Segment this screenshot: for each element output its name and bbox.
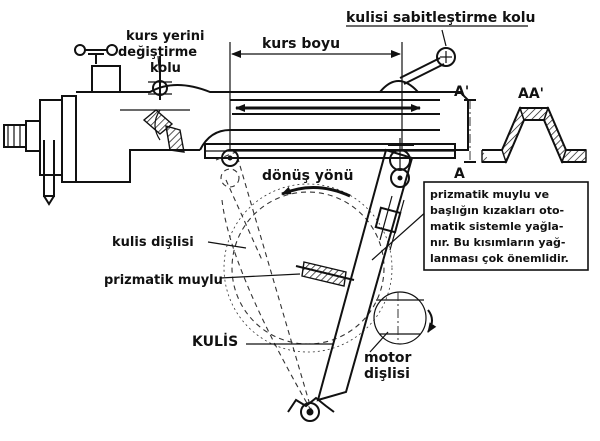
label-point-a-prime: A' (454, 84, 470, 100)
prismatic-block (296, 262, 354, 286)
section-line-aa (464, 100, 476, 162)
label-motor-1: motor (364, 350, 412, 366)
lubrication-note (424, 182, 588, 270)
label-kurs-boyu: kurs boyu (262, 36, 341, 52)
note-line-2: başlığın kızakları oto- (430, 204, 565, 217)
note-line-4: nır. Bu kısımların yağ- (430, 236, 566, 249)
label-kurs-yerini-2: değiştirme (118, 45, 198, 60)
note-line-3: matik sistemle yağla- (430, 220, 564, 233)
stroke-length-dimension (230, 42, 402, 150)
label-motor-2: dişlisi (364, 366, 410, 382)
note-line-1: prizmatik muylu ve (430, 188, 550, 201)
label-kulis: KULİS (192, 334, 239, 350)
label-donus-yonu: dönüş yönü (262, 168, 354, 184)
bottom-pivot (288, 398, 334, 421)
label-kurs-yerini-1: kurs yerini (126, 29, 205, 44)
label-prizmatik-muylu: prizmatik muylu (104, 273, 223, 288)
rotation-arrow (282, 187, 350, 196)
motor-gear (374, 292, 432, 344)
note-line-5: lanması çok önemlidir. (430, 252, 569, 265)
tool-head (4, 96, 76, 204)
label-point-a: A (454, 166, 465, 182)
label-kulis-dislisi: kulis dişlisi (112, 235, 194, 250)
label-kurs-yerini-3: kolu (150, 61, 181, 76)
label-kulisi-sabitlestirme: kulisi sabitleştirme kolu (346, 10, 536, 26)
label-section-aa: AA' (518, 86, 544, 102)
section-aa-profile (482, 108, 586, 162)
